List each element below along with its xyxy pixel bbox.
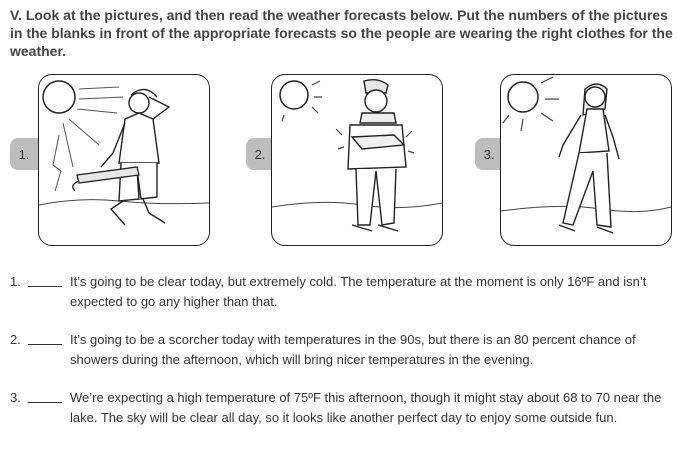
picture-2-label: 2.: [254, 146, 266, 162]
answer-blank[interactable]: [28, 344, 62, 345]
sun-icon: [43, 81, 75, 113]
picture-3-tab: [475, 138, 503, 170]
picture-2-card: [271, 74, 443, 246]
forecast-item-1: [10, 272, 682, 312]
forecast-item-3: [10, 388, 682, 448]
picture-1-card: [38, 74, 210, 246]
forecast-number: 1.: [10, 274, 21, 289]
picture-3-label: 3.: [483, 146, 495, 162]
man-in-heat-illustration: [39, 75, 209, 245]
sun-icon: [280, 81, 322, 121]
answer-blank[interactable]: [28, 402, 62, 403]
woman-walking-illustration: [501, 75, 671, 245]
forecast-text: It’s going to be clear today, but extremely cold. The temperature at the moment is only 16ºF and isn’t expected to go any higher than that.: [70, 274, 647, 309]
woman-shivering-illustration: [272, 75, 442, 245]
picture-2-tab: [246, 138, 274, 170]
picture-3-card: [500, 74, 672, 246]
instructions: V. Look at the pictures, and then read the weather forecasts below. Put the numbers of the pictures in the blanks in front of the appropriate forecasts so the people are wearing the right clothes for the weather.: [10, 7, 673, 59]
forecast-number: 3.: [10, 390, 21, 405]
picture-1-label: 1.: [18, 146, 30, 162]
forecast-item-2: [10, 330, 682, 370]
answer-blank[interactable]: [28, 286, 62, 287]
sun-icon: [503, 77, 559, 131]
forecast-text: We’re expecting a high temperature of 75ºF this afternoon, though it might stay about 68 to 70 near the lake. The sky will be clear all day, so it looks like another perfect day to enjoy some outside fun.: [70, 390, 662, 425]
forecast-number: 2.: [10, 332, 21, 347]
picture-1-tab: [10, 138, 38, 170]
forecast-text: It’s going to be a scorcher today with temperatures in the 90s, but there is an 80 percent chance of showers during the afternoon, which will bring nicer temperatures in the evening.: [70, 332, 636, 367]
